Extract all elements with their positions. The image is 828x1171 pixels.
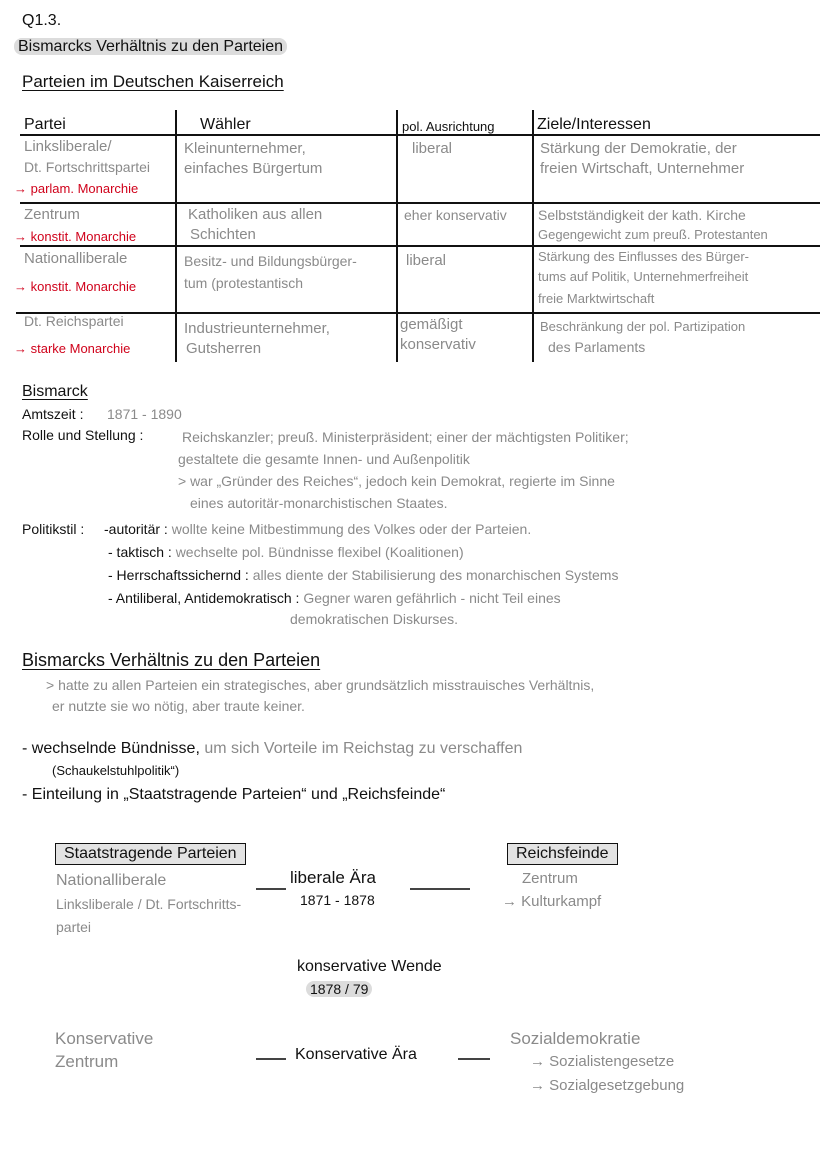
era-label: Konservative Ära: [295, 1046, 417, 1063]
wende-years: 1878 / 79: [306, 981, 372, 997]
col-header: Wähler: [200, 116, 251, 133]
politikstil-desc: alles diente der Stabilisierung des monarchischen Systems: [252, 567, 619, 583]
table-cell: eher konservativ: [404, 207, 507, 223]
table-cell: gemäßigt: [400, 316, 463, 333]
subtitle: Parteien im Deutschen Kaiserreich: [22, 72, 284, 91]
politikstil-term: - Antiliberal, Antidemokratisch :: [108, 590, 300, 606]
politikstil-label: Politikstil :: [22, 521, 85, 537]
party-name: partei: [56, 919, 92, 935]
table-cell: Besitz- und Bildungsbürger-: [184, 253, 357, 269]
table-cell: Stärkung des Einflusses des Bürger-: [538, 249, 749, 264]
politikstil-term: - taktisch :: [108, 544, 172, 560]
verhaeltnis-line: > hatte zu allen Parteien ein strategisches, aber grundsätzlich misstrauisches Verhältnis,: [46, 677, 595, 693]
bismarck-heading: Bismarck: [22, 383, 88, 400]
party-name: Zentrum: [55, 1052, 119, 1071]
section-number: Q1.3.: [22, 12, 62, 29]
era-years: 1871 - 1878: [300, 892, 375, 908]
politikstil-desc: demokratischen Diskurses.: [290, 611, 459, 627]
table-cell: einfaches Bürgertum: [184, 160, 323, 177]
politikstil-desc: Gegner waren gefährlich - nicht Teil eines: [303, 590, 561, 606]
table-cell: liberal: [412, 140, 453, 157]
party-note: → Sozialistengesetze: [530, 1053, 675, 1070]
rolle-line: > war „Gründer des Reiches“, jedoch kein Demokrat, regierte im Sinne: [178, 473, 615, 489]
table-cell: tum (protestantisch: [184, 275, 304, 291]
rolle-line: gestaltete die gesamte Innen- und Außenpolitik: [178, 451, 470, 467]
table-cell: freien Wirtschaft, Unternehmer: [540, 160, 745, 177]
reichsfeinde-box: Reichsfeinde: [507, 843, 618, 865]
table-cell: → konstit. Monarchie: [14, 229, 137, 244]
table-cell: Gutsherren: [186, 340, 262, 357]
bullet-text: um sich Vorteile im Reichstag zu verschaffen: [199, 740, 523, 757]
staatstragende-box: Staatstragende Parteien: [55, 843, 246, 865]
rolle-line: eines autoritär-monarchistischen Staates.: [190, 495, 448, 511]
wende-label: konservative Wende: [297, 958, 442, 975]
table-cell: Kleinunternehmer,: [184, 140, 306, 157]
rolle-line: Reichskanzler; preuß. Ministerpräsident; einer der mächtigsten Politiker;: [182, 429, 629, 445]
politikstil-term: - Herrschaftssichernd :: [108, 567, 249, 583]
table-cell: → starke Monarchie: [14, 341, 131, 356]
col-header: Partei: [24, 116, 66, 133]
politikstil-desc: wechselte pol. Bündnisse flexibel (Koalitionen): [175, 544, 464, 560]
table-cell: liberal: [406, 252, 447, 269]
party-name: Konservative: [55, 1029, 154, 1048]
table-cell: Dt. Fortschrittspartei: [24, 159, 151, 175]
party-name: Sozialdemokratie: [510, 1029, 641, 1048]
bullet-text: - Einteilung in „Staatstragende Parteien“ und „Reichsfeinde“: [22, 786, 446, 803]
amtszeit-value: 1871 - 1890: [107, 406, 182, 422]
table-cell: Nationalliberale: [24, 250, 128, 267]
politikstil-term: -autoritär :: [104, 521, 168, 537]
verhaeltnis-line: er nutzte sie wo nötig, aber traute keiner.: [52, 698, 305, 714]
bullet-text: - wechselnde Bündnisse,: [22, 740, 200, 757]
table-cell: → parlam. Monarchie: [14, 181, 139, 196]
verhaeltnis-heading: Bismarcks Verhältnis zu den Parteien: [22, 650, 321, 670]
table-cell: → konstit. Monarchie: [14, 279, 137, 294]
party-note: → Kulturkampf: [502, 893, 602, 910]
table-cell: tums auf Politik, Unternehmerfreiheit: [538, 269, 749, 284]
col-header: Ziele/Interessen: [537, 116, 651, 133]
col-header: pol. Ausrichtung: [402, 119, 495, 134]
party-name: Linksliberale / Dt. Fortschritts-: [56, 896, 242, 912]
table-cell: Beschränkung der pol. Partizipation: [540, 319, 746, 334]
party-note: → Sozialgesetzgebung: [530, 1077, 685, 1094]
topic-title: Bismarcks Verhältnis zu den Parteien: [14, 38, 287, 55]
table-cell: Schichten: [190, 226, 256, 243]
table-cell: Industrieunternehmer,: [184, 320, 330, 337]
table-cell: freie Marktwirtschaft: [538, 291, 655, 306]
table-cell: Dt. Reichspartei: [24, 313, 124, 329]
party-name: Nationalliberale: [56, 872, 167, 889]
table-cell: konservativ: [400, 336, 476, 353]
table-cell: Linksliberale/: [24, 138, 112, 155]
table-cell: Selbstständigkeit der kath. Kirche: [538, 207, 746, 223]
table-cell: Gegengewicht zum preuß. Protestanten: [538, 227, 768, 242]
politikstil-desc: wollte keine Mitbestimmung des Volkes oder der Parteien.: [171, 521, 532, 537]
era-label: liberale Ära: [290, 868, 376, 887]
table-cell: des Parlaments: [548, 339, 646, 355]
bullet-text: (Schaukelstuhlpolitik“): [52, 763, 180, 778]
table-cell: Zentrum: [24, 206, 80, 223]
table-cell: Katholiken aus allen: [188, 206, 323, 223]
rolle-label: Rolle und Stellung :: [22, 427, 144, 443]
party-name: Zentrum: [522, 870, 578, 887]
table-cell: Stärkung der Demokratie, der: [540, 140, 737, 157]
amtszeit-label: Amtszeit :: [22, 406, 84, 422]
